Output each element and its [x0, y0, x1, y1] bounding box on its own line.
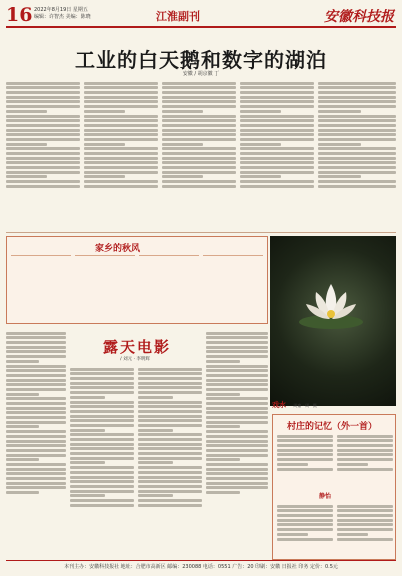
issue-meta	[34, 7, 124, 21]
article-title: 工业的白天鹅和数字的湖泊	[75, 48, 327, 72]
featured-essay-box	[6, 236, 268, 324]
editor-credit: 编辑：许智杰 美编：陈晓	[34, 14, 91, 20]
story-column-2	[70, 366, 134, 558]
poem-stanza-2	[337, 433, 393, 487]
poem-stanza-4	[337, 503, 393, 557]
story-column-3	[138, 366, 202, 558]
story-column-4	[206, 330, 268, 558]
essay-title: 家乡的秋风	[95, 244, 141, 254]
photo-caption-title: 戏水	[272, 400, 286, 409]
article-column-3	[162, 80, 236, 230]
essay-column-2	[75, 255, 135, 319]
photo-caption-credit: 周童 · 周 · 摄	[293, 403, 317, 408]
lily-flower-icon	[296, 276, 366, 332]
photo-caption	[272, 400, 392, 410]
article-column-1	[6, 80, 80, 230]
poem-stanza-3	[277, 503, 333, 557]
poem-box	[272, 414, 396, 560]
water-lily-photo	[270, 236, 396, 406]
page-footer: 本刊主办：安徽科技报社 地址：合肥市高新区 邮编：230088 电话：0551 广告：20 印刷：安徽 日报社 印务 定价：0.5元	[6, 560, 396, 574]
story-column-1	[6, 330, 66, 558]
essay-column-4	[203, 255, 263, 319]
issue-date: 2022年8月19日 星期五	[34, 7, 88, 13]
article-column-4	[240, 80, 314, 230]
masthead	[6, 4, 396, 28]
poem-subtitle: 静怡	[319, 493, 332, 500]
story-title: 露天电影	[102, 338, 171, 356]
poem-title: 村庄的记忆（外一首）	[287, 422, 378, 432]
article-byline: 安徽 / 胡京徽 丁	[182, 71, 220, 77]
section-divider	[6, 232, 396, 233]
essay-column-1	[11, 255, 71, 319]
story-byline: / 刘元 · 李明辉	[120, 357, 150, 362]
poem-stanza-1	[277, 433, 333, 487]
newspaper-logo: 安徽科技报	[324, 9, 394, 25]
essay-column-3	[139, 255, 199, 319]
page-number: 16	[6, 4, 33, 26]
article-column-2	[84, 80, 158, 230]
article-column-5	[318, 80, 396, 230]
section-title: 江淮副刊	[156, 10, 200, 23]
